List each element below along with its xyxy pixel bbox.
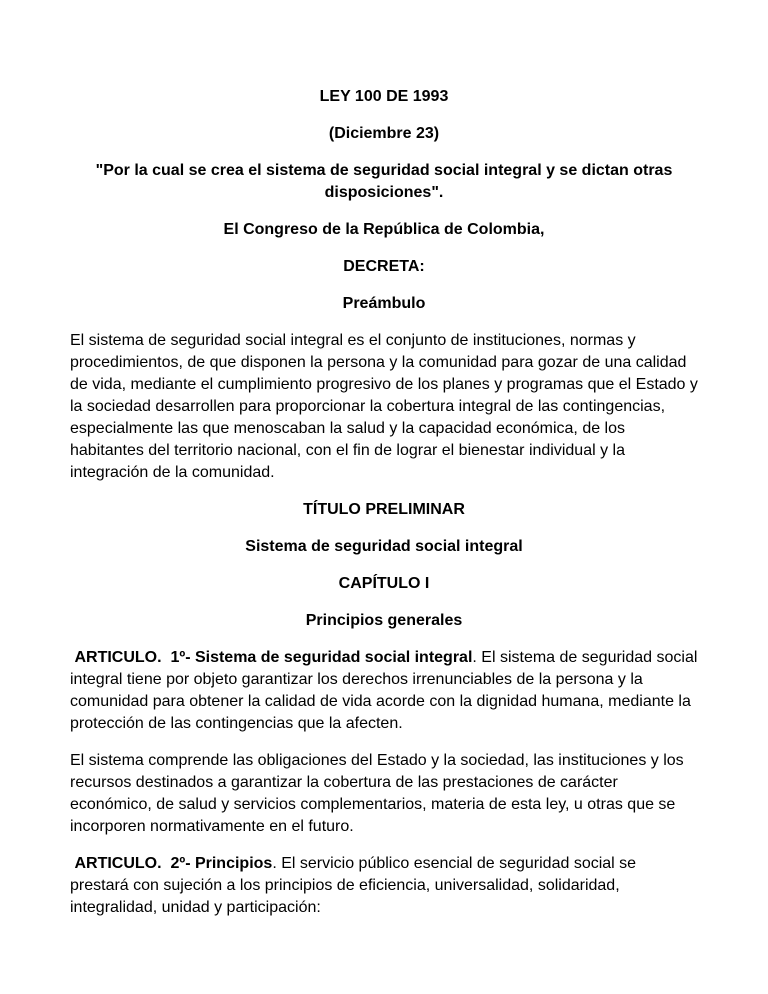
law-subtitle: "Por la cual se crea el sistema de seguridad social integral y se dictan otras disposiciones". [95, 162, 673, 201]
sistema-integral-heading: Sistema de seguridad social integral [245, 538, 523, 555]
decreta-heading: DECRETA: [343, 258, 425, 275]
principios-generales-heading: Principios generales [305, 612, 463, 629]
articulo-2-paragraph [70, 853, 698, 919]
articulo-2-text: . El servicio público esencial de seguridad social se prestará con sujeción a los principios de eficiencia, universalidad, solidaridad, integralidad, unidad y participación: [70, 855, 641, 916]
articulo-2-lead: ARTICULO. 2º- Principios [70, 855, 273, 872]
articulo-1-paragraph [70, 647, 702, 735]
law-title: LEY 100 DE 1993 [319, 88, 449, 105]
capitulo-heading: CAPÍTULO I [338, 575, 430, 592]
congress-line: El Congreso de la República de Colombia, [223, 221, 545, 238]
articulo-1-text: . El sistema de seguridad social integral tiene por objeto garantizar los derechos irrenunciables de la persona y la comunidad para obtener la calidad de vida acorde con la dignidad humana, mediante la protección de las contingencias que la afecten. [70, 649, 702, 732]
law-date: (Diciembre 23) [328, 125, 440, 142]
preambulo-heading: Preámbulo [342, 295, 426, 312]
preambulo-paragraph: El sistema de seguridad social integral es el conjunto de instituciones, normas y procedimientos, de que disponen la persona y la comunidad para gozar de una calidad de vida, mediante el cumplimiento progresivo de los planes y programas que el Estado y la sociedad desarrollen para proporcionar la cobertura integral de las contingencias, especialmente las que menoscaban la salud y la capacidad económica, de los habitantes del territorio nacional, con el fin de lograr el bienestar individual y la integración de la comunidad. [70, 332, 698, 481]
sistema-comprende-paragraph: El sistema comprende las obligaciones del Estado y la sociedad, las instituciones y los recursos destinados a garantizar la cobertura de las prestaciones de carácter económico, de salud y servicios complementarios, materia de esta ley, u otras que se incorporen normativamente en el futuro. [70, 752, 684, 835]
titulo-preliminar-heading: TÍTULO PRELIMINAR [303, 501, 465, 518]
articulo-1-lead: ARTICULO. 1º- Sistema de seguridad social integral [70, 649, 473, 666]
